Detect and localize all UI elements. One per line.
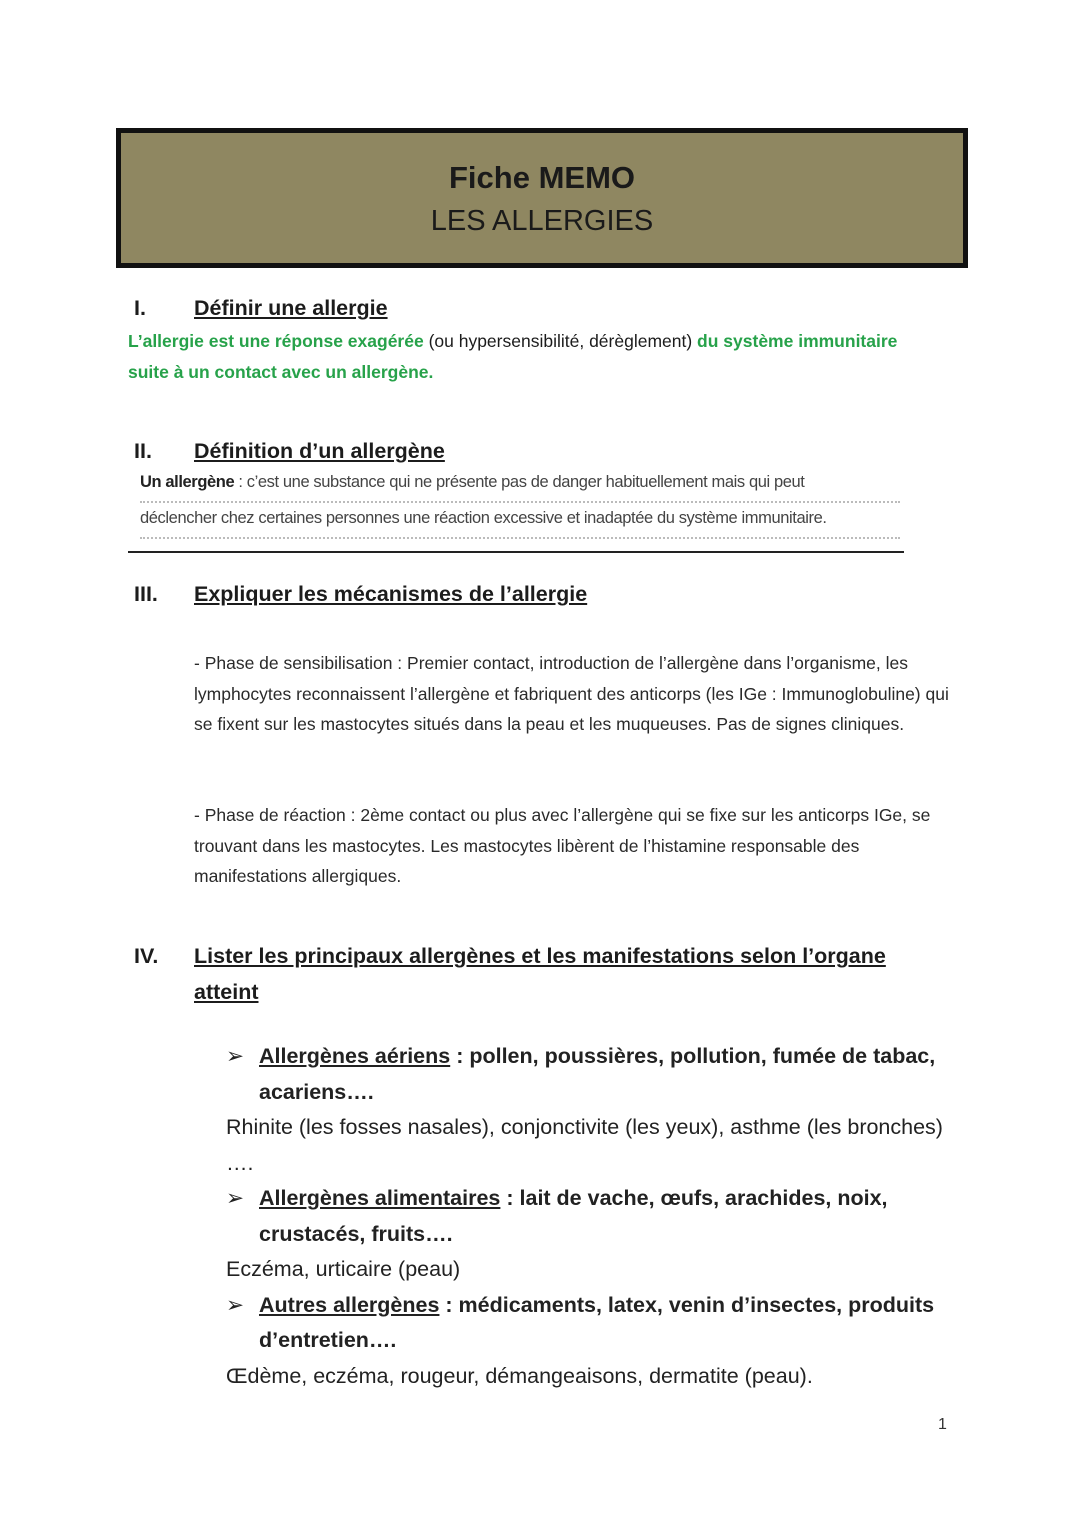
- allergen-category: Autres allergènes: [259, 1292, 440, 1317]
- allergen-list: [226, 1039, 966, 1394]
- allergen-category: Allergènes aériens: [259, 1044, 451, 1068]
- definition-highlight-2: du système immunitaire suite à un contact avec un allergène.: [128, 331, 898, 382]
- manifestations: Eczéma, urticaire (peau): [226, 1257, 461, 1281]
- list-item: [226, 1181, 966, 1252]
- arrow-bullet-icon: ➢: [226, 1186, 245, 1210]
- allergen-examples: : lait de vache, œufs, arachides, noix, crustacés, fruits….: [259, 1186, 888, 1246]
- title-box: [116, 128, 968, 268]
- divider: [128, 551, 904, 553]
- allergen-definition-line-2: déclencher chez certaines personnes une réaction excessive et inadaptée du système immunitaire.: [140, 503, 900, 539]
- manifestations: Œdème, eczéma, rougeur, démangeaisons, dermatite (peau).: [226, 1363, 813, 1388]
- allergen-definition-line-1: [140, 467, 900, 503]
- section-4-title-line-2: atteint: [194, 980, 259, 1004]
- allergen-definition: [140, 467, 900, 539]
- section-1-number: I.: [134, 296, 146, 320]
- sensitization-phase: - Phase de sensibilisation : Premier contact, introduction de l’allergène dans l’organisme, les lymphocytes reconnaissent l’allergène et fabriquent des anticorps (les IGe : Immunoglobuline) qui se fixent sur les mastocytes situés dans la peau et les muqueuses. Pas de signes cliniques.: [194, 653, 949, 734]
- section-4-title-line-1: Lister les principaux allergènes et les manifestations selon l’organe: [194, 944, 886, 968]
- section-2-title: Définition d’un allergène: [194, 439, 445, 463]
- section-3-number: III.: [134, 582, 158, 606]
- definition-aside: (ou hypersensibilité, dérèglement): [423, 331, 698, 351]
- allergy-definition: [128, 326, 928, 388]
- allergen-text-1: : c’est une substance qui ne présente pas de danger habituellement mais qui peut: [234, 473, 805, 491]
- page-number: 1: [938, 1416, 947, 1433]
- manifestations: Rhinite (les fosses nasales), conjonctivite (les yeux), asthme (les bronches) ….: [226, 1115, 943, 1175]
- section-2-number: II.: [134, 439, 152, 463]
- arrow-bullet-icon: ➢: [226, 1044, 245, 1068]
- reaction-phase: - Phase de réaction : 2ème contact ou plus avec l’allergène qui se fixe sur les anticorps IGe, se trouvant dans les mastocytes. Les mastocytes libèrent de l’histamine responsable des manifestations allergiques.: [194, 805, 931, 886]
- allergen-examples: : pollen, poussières, pollution, fumée de tabac, acariens….: [259, 1044, 936, 1104]
- section-1-title: Définir une allergie: [194, 296, 388, 320]
- page-subtitle: LES ALLERGIES: [430, 205, 654, 237]
- arrow-bullet-icon: ➢: [226, 1292, 245, 1317]
- page-title: Fiche MEMO: [448, 160, 635, 195]
- definition-highlight-1: L’allergie est une réponse exagérée: [128, 331, 424, 351]
- allergen-term: Un allergène: [140, 473, 235, 491]
- list-item: [226, 1039, 966, 1110]
- list-item: [226, 1288, 966, 1359]
- section-4-number: IV.: [134, 944, 159, 968]
- allergen-category: Allergènes alimentaires: [259, 1186, 501, 1210]
- section-3-title: Expliquer les mécanismes de l’allergie: [194, 582, 588, 606]
- allergen-examples: : médicaments, latex, venin d’insectes, produits d’entretien….: [259, 1292, 935, 1352]
